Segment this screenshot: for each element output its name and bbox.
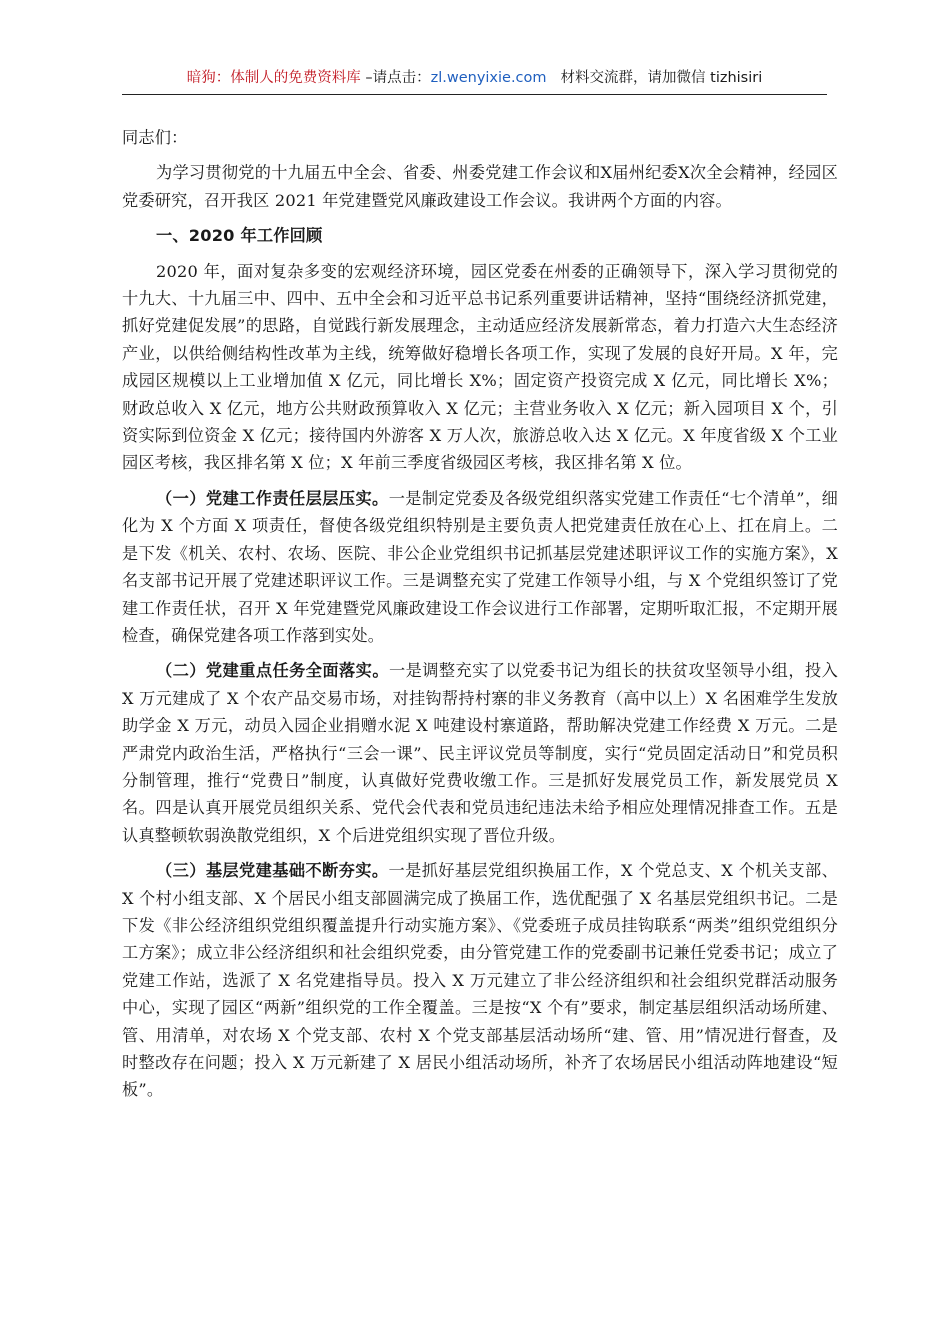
subsection-2-heading: （二）党建重点任务全面落实。 [156, 661, 389, 681]
intro-paragraph: 为学习贯彻党的十九届五中全会、省委、州委党建工作会议和X届州纪委X次全会精神，经园区党委研究，召开我区 2021 年党建暨党风廉政建设工作会议。我讲两个方面的内容。 [122, 163, 838, 210]
subsection-3-text: 一是抓好基层党组织换届工作，X 个党总支、X 个机关支部、X 个村小组支部、X 个居民小组支部圆满完成了换届工作，选优配强了 X 名基层党组织书记。二是下发《非公经济组织党组织覆盖提升行动实施方案》、《党委班子成员挂钩联系“两类”组织党组织分工方案》；成立非公经济组织和社会组织党委，由分管党建工作的党委副书记兼任党委书记；成立了党建工作站，选派了 X 名党建指导员。投入 X 万元建立了非公经济组织和社会组织党群活动服务中心，实现了园区“两新”组织党的工作全覆盖。三是按“X 个有”要求，制定基层组织活动场所建、管、用清单，对农场 X 个党支部、农村 X 个党支部基层活动场所“建、管、用”情况进行督查，及时整改存在问题；投入 X 万元新建了 X 居民小组活动场所，补齐了农场居民小组活动阵地建设“短板”。 [122, 861, 838, 1100]
subsection-2-text: 一是调整充实了以党委书记为组长的扶贫攻坚领导小组，投入 X 万元建成了 X 个农产品交易市场，对挂钩帮持村寨的非义务教育（高中以上）X 名困难学生发放助学金 X 万元，动员入园企业捐赠水泥 X 吨建设村寨道路，帮助解决党建工作经费 X 万元。二是严肃党内政治生活，严格执行“三会一课”、民主评议党员等制度，实行“党员固定活动日”和党员积分制管理，推行“党费日”制度，认真做好党费收缴工作。三是抓好发展党员工作，新发展党员 X 名。四是认真开展党员组织关系、党代会代表和党员违纪违法未给予相应处理情况排查工作。五是认真整顿软弱涣散党组织，X 个后进党组织实现了晋位升级。 [122, 661, 838, 845]
page-header [122, 64, 827, 95]
click-prompt: –请点击： [360, 70, 431, 86]
subsection-2 [122, 657, 838, 849]
subsection-1-heading: （一）党建工作责任层层压实。 [156, 488, 389, 508]
subsection-3-heading: （三）基层党建基础不断夯实。 [156, 861, 389, 881]
section-heading-review: 一、2020 年工作回顾 [156, 226, 323, 246]
subsection-3 [122, 857, 838, 1104]
subsection-1-text: 一是制定党委及各级党组织落实党建工作责任“七个清单”，细化为 X 个方面 X 项责任，督使各级党组织特别是主要负责人把党建责任放在心上、扛在肩上。二是下发《机关、农村、农场、医院、非公企业党组织书记抓基层党建述职评议工作的实施方案》，X 名支部书记开展了党建述职评议工作。三是调整充实了党建工作领导小组，与 X 个党组织签订了党建工作责任状，召开 X 年党建暨党风廉政建设工作会议进行工作部署，定期听取汇报，不定期开展检查，确保党建各项工作落到实处。 [122, 488, 838, 645]
brand-title: 暗狗：体制人的免费资料库 [186, 70, 361, 86]
website-link[interactable]: zl.wenyixie.com [430, 70, 547, 86]
subsection-1 [122, 485, 838, 649]
document-body [122, 124, 838, 1112]
review-paragraph: 2020 年，面对复杂多变的宏观经济环境，园区党委在州委的正确领导下，深入学习贯彻党的十九大、十九届三中、四中、五中全会和习近平总书记系列重要讲话精神，坚持“围绕经济抓党建，抓好党建促发展”的思路，自觉践行新发展理念，主动适应经济发展新常态，着力打造六大生态经济产业，以供给侧结构性改革为主线，统筹做好稳增长各项工作，实现了发展的良好开局。X 年，完成园区规模以上工业增加值 X 亿元，同比增长 X%；固定资产投资完成 X 亿元，同比增长 X%；财政总收入 X 亿元，地方公共财政预算收入 X 亿元；主营业务收入 X 亿元；新入园项目 X 个，引资实际到位资金 X 亿元；接待国内外游客 X 万人次，旅游总收入达 X 亿元。X 年度省级 X 个工业园区考核，我区排名第 X 位；X 年前三季度省级园区考核，我区排名第 X 位。 [122, 261, 838, 473]
group-contact: 材料交流群，请加微信 tizhisiri [560, 70, 763, 86]
salutation: 同志们： [122, 128, 188, 147]
